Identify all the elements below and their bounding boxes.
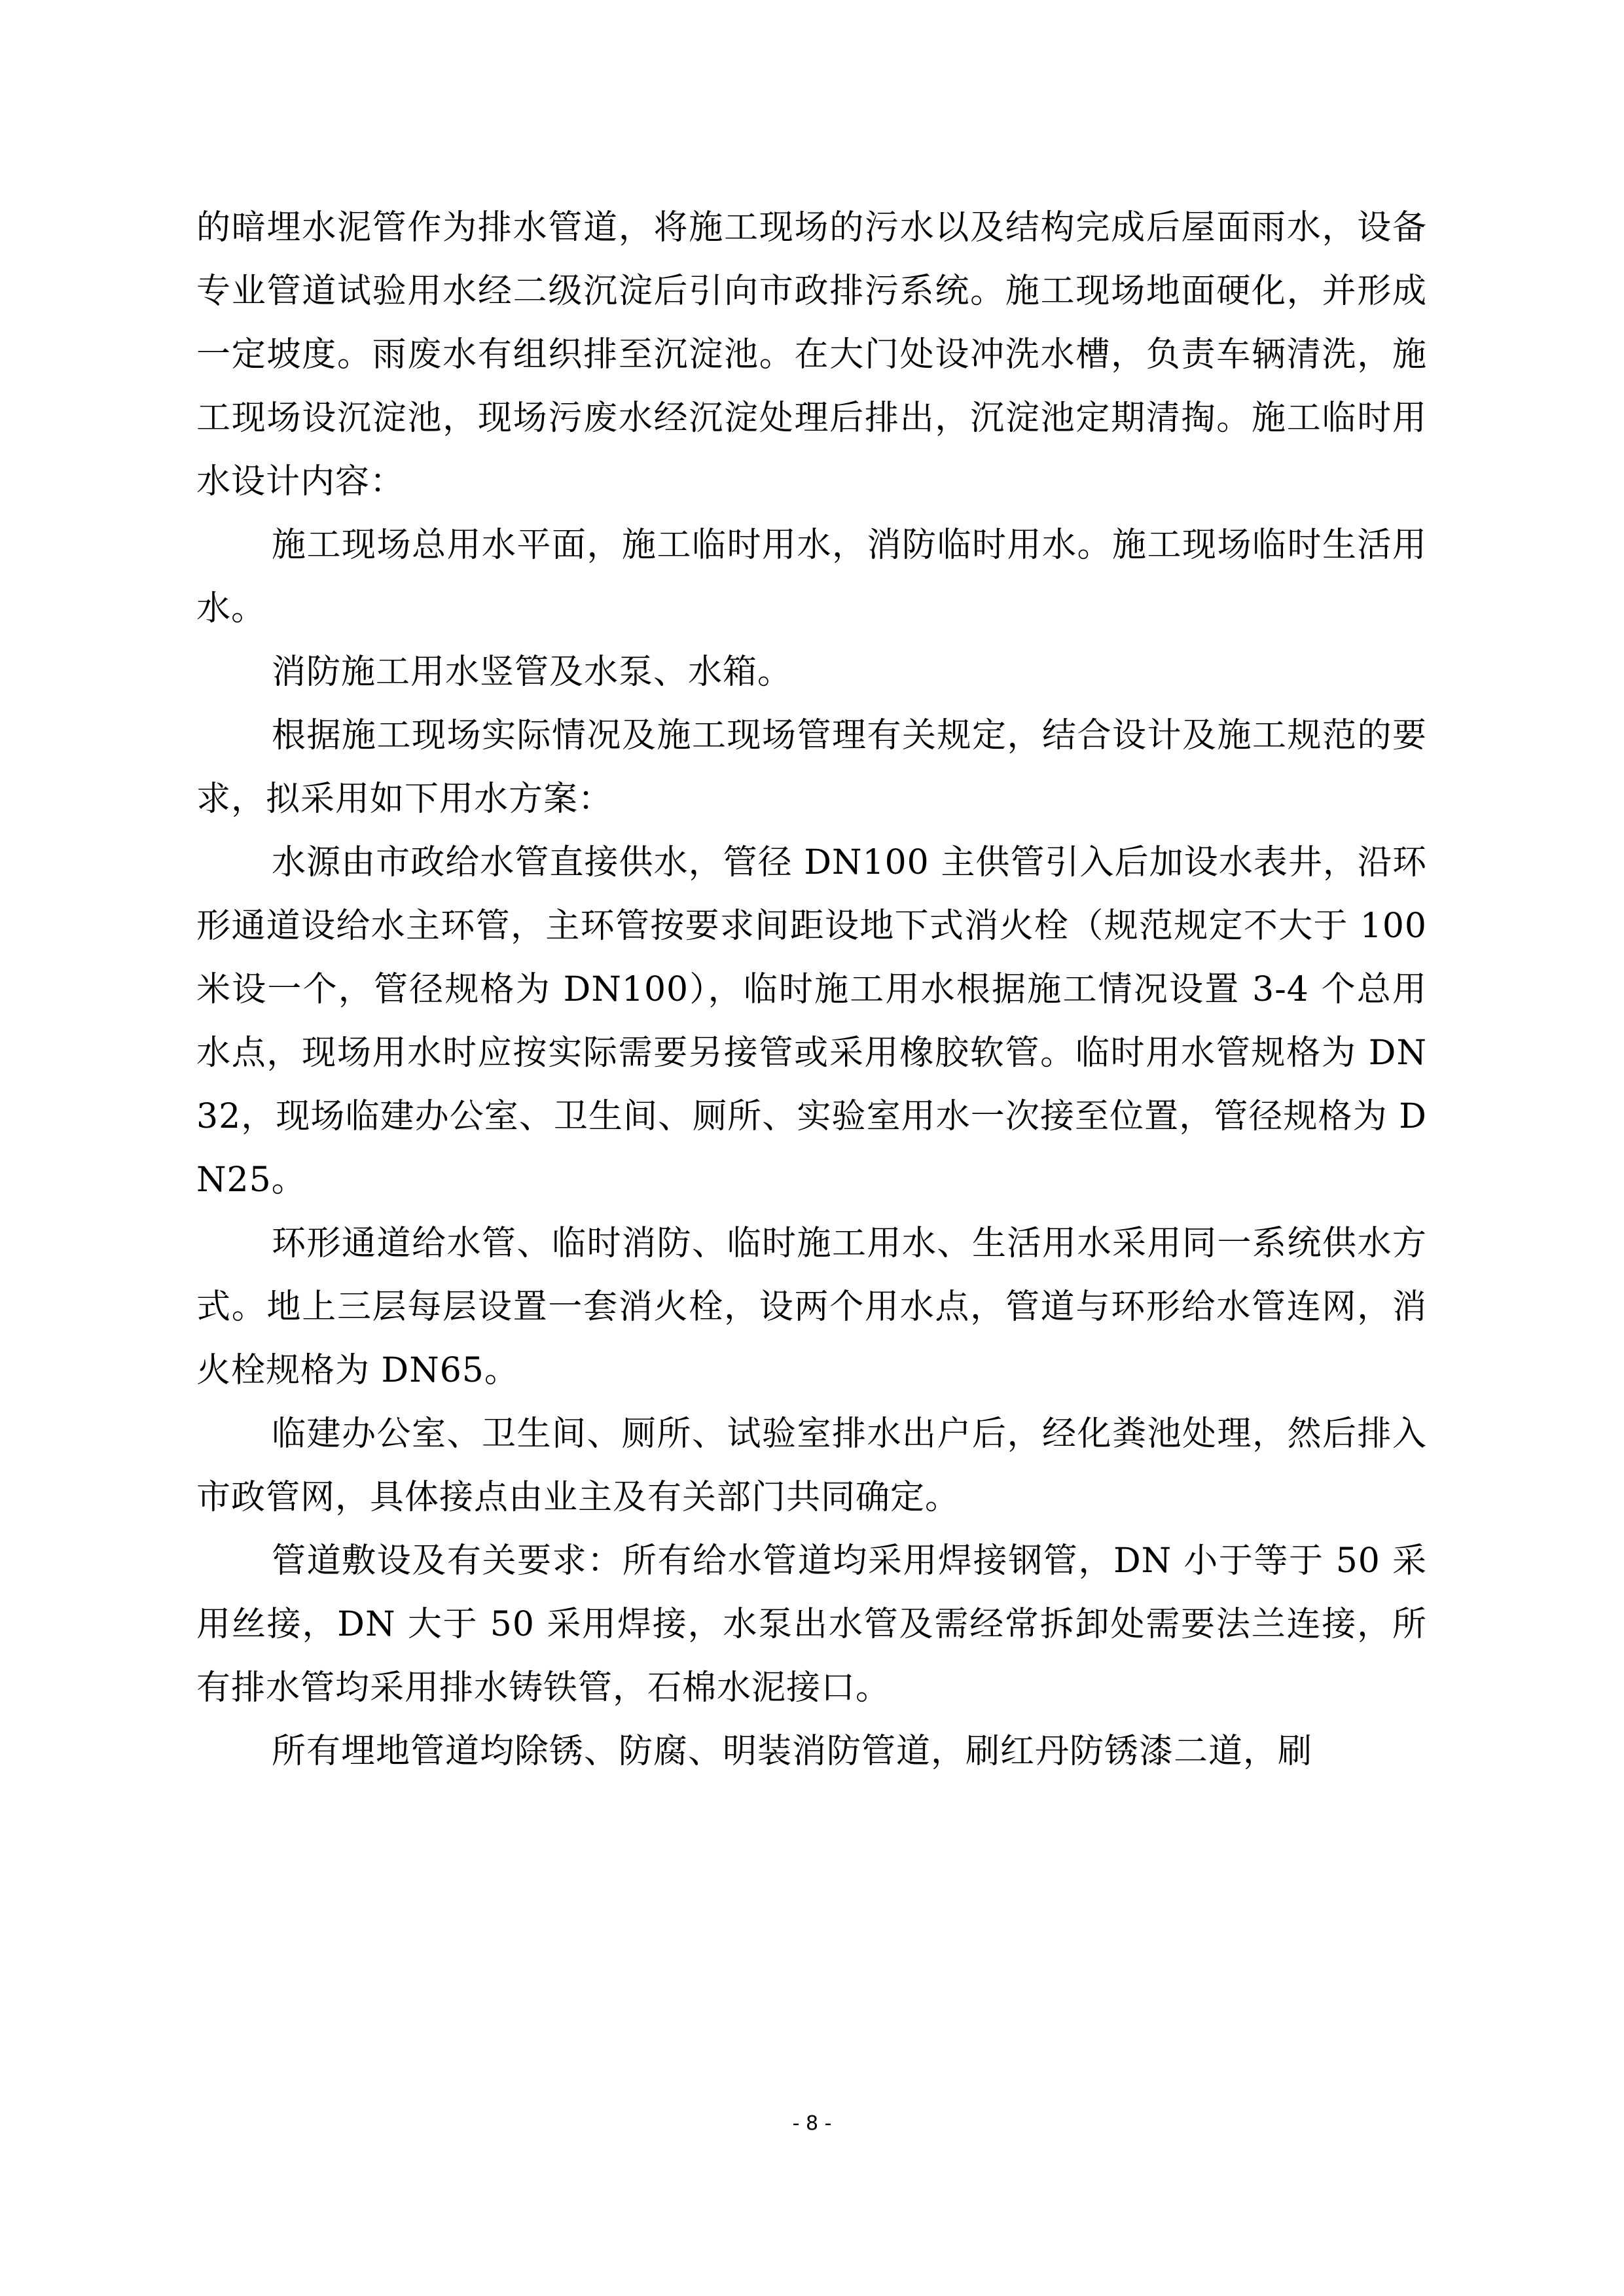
paragraph-sewage: 临建办公室、卫生间、厕所、试验室排水出户后，经化粪池处理，然后排入市政管网，具体接点由业主及有关部门共同确定。 xyxy=(196,1414,1427,1517)
paragraph-drainage: 的暗埋水泥管作为排水管道，将施工现场的污水以及结构完成后屋面雨水，设备专业管道试验用水经二级沉淀后引向市政排污系统。施工现场地面硬化，并形成一定坡度。雨废水有组织排至沉淀池。在大门处设冲洗水槽，负责车辆清洗，施工现场设沉淀池，现场污废水经沉淀处理后排出，沉淀池定期清掏。施工临时用水设计内容： xyxy=(196,208,1427,501)
paragraph-plan-basis: 根据施工现场实际情况及施工现场管理有关规定，结合设计及施工规范的要求，拟采用如下用水方案： xyxy=(196,716,1427,819)
paragraph-water-plan-items: 施工现场总用水平面，施工临时用水，消防临时用水。施工现场临时生活用水。 xyxy=(196,526,1427,628)
paragraph-pipe-laying: 管道敷设及有关要求：所有给水管道均采用焊接钢管，DN 小于等于 50 采用丝接，DN 大于 50 采用焊接，水泵出水管及需经常拆卸处需要法兰连接，所有排水管均采用排水铸铁管，石棉水泥接口。 xyxy=(196,1541,1427,1708)
body-text xyxy=(196,196,1427,1784)
paragraph-water-source: 水源由市政给水管直接供水，管径 DN100 主供管引入后加设水表井，沿环形通道设给水主环管，主环管按要求间距设地下式消火栓（规范规定不大于 100 米设一个，管径规格为 DN100），临时施工用水根据施工情况设置 3-4 个总用水点，现场用水时应按实际需要另接管或采用橡胶软管。临时用水管规格为 DN32，现场临建办公室、卫生间、厕所、实验室用水一次接至位置，管径规格为 DN25。 xyxy=(196,843,1427,1200)
paragraph-fire-water: 消防施工用水竖管及水泵、水箱。 xyxy=(272,653,793,692)
page-number: - 8 - xyxy=(792,2112,832,2135)
paragraph-anticorrosion: 所有埋地管道均除锈、防腐、明装消防管道，刷红丹防锈漆二道，刷 xyxy=(272,1732,1313,1771)
paragraph-ring-supply: 环形通道给水管、临时消防、临时施工用水、生活用水采用同一系统供水方式。地上三层每层设置一套消火栓，设两个用水点，管道与环形给水管连网，消火栓规格为 DN65。 xyxy=(196,1224,1427,1390)
